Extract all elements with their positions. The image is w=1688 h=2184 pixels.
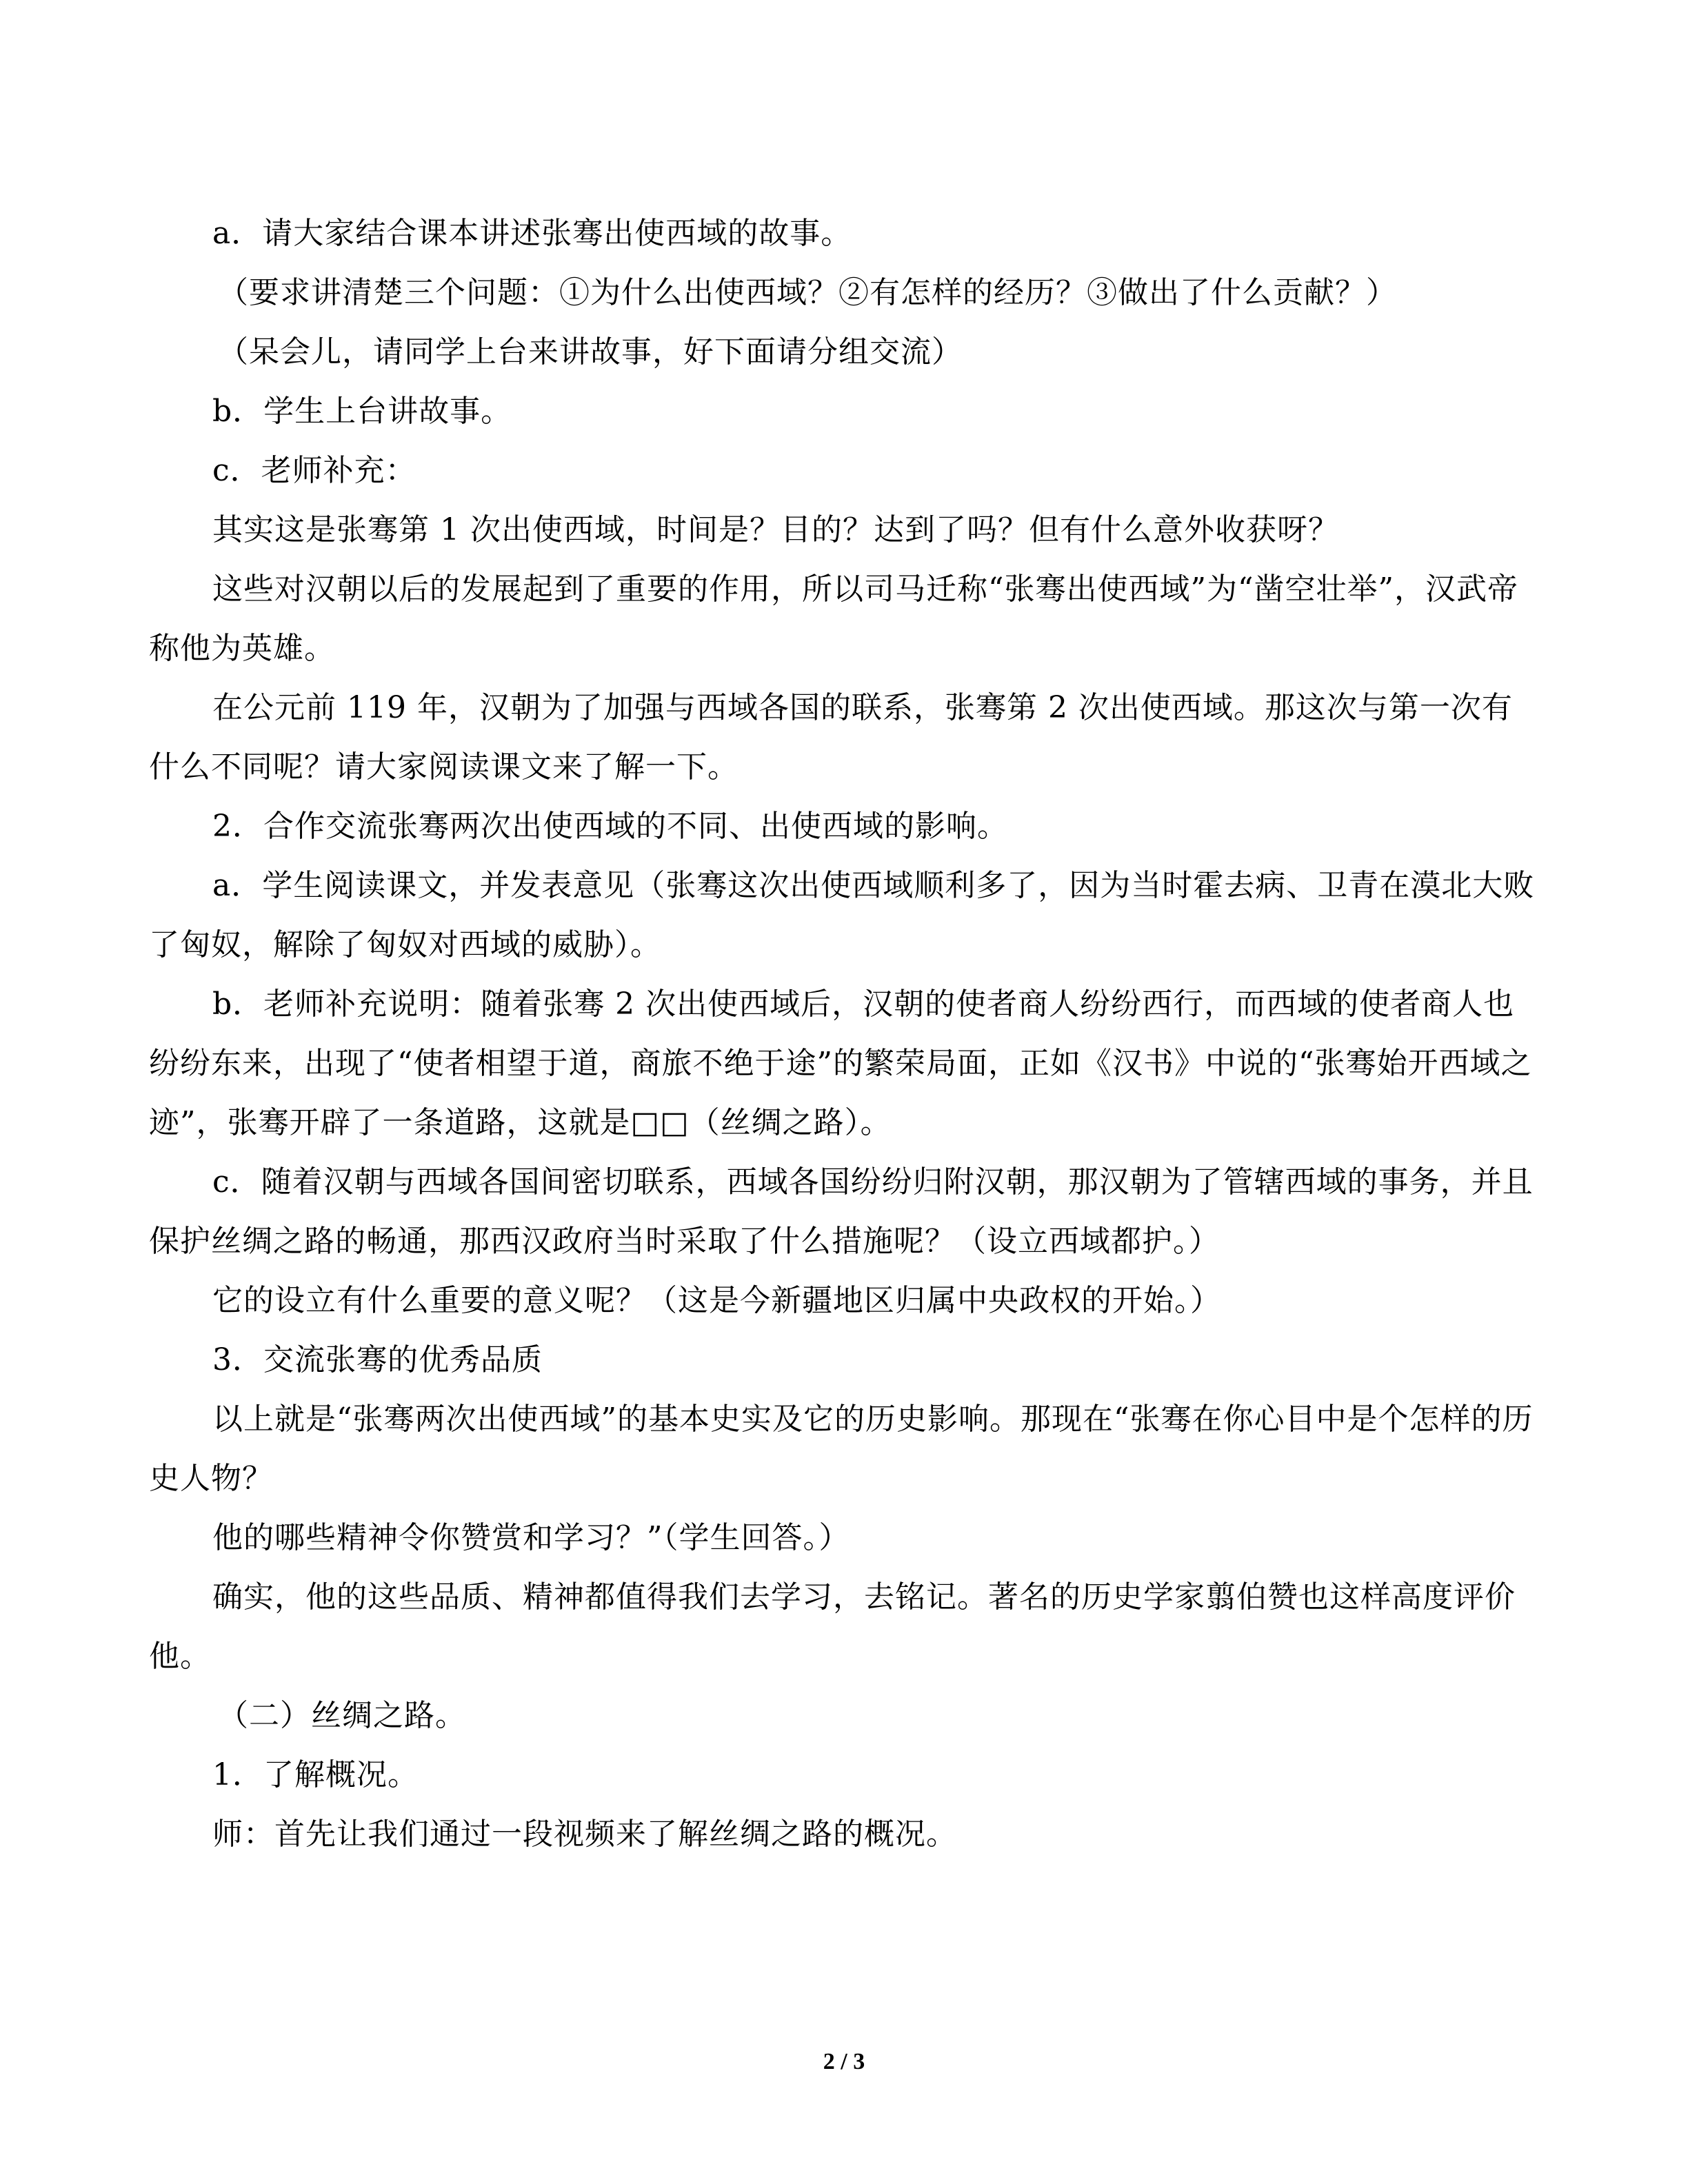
paragraph-summary: 以上就是“张骞两次出使西域”的基本史实及它的历史影响。那现在“张骞在你心目中是个怎样的历史人物？ (149, 1402, 1534, 1496)
paragraph-protectorate: c．随着汉朝与西域各国间密切联系，西域各国纷纷归附汉朝，那汉朝为了管辖西域的事务，并且保护丝绸之路的畅通，那西汉政府当时采取了什么措施呢？（设立西域都护。） (149, 1164, 1534, 1259)
paragraph-meaning: 它的设立有什么重要的意义呢？（这是今新疆地区归属中央政权的开始。） (212, 1283, 1221, 1318)
document-body (149, 204, 1539, 1864)
paragraph-overview-heading: 1．了解概况。 (212, 1757, 419, 1792)
paragraph-second-mission: 在公元前 119 年，汉朝为了加强与西域各国的联系，张骞第 2 次出使西域。那这次与第一次有什么不同呢？请大家阅读课文来了解一下。 (149, 690, 1513, 785)
paragraph-section-3: 3．交流张骞的优秀品质 (212, 1342, 543, 1377)
paragraph-requirements: （要求讲清楚三个问题：①为什么出使西域？②有怎样的经历？③做出了什么贡献？） (218, 275, 1397, 310)
paragraph-section-2: 2．合作交流张骞两次出使西域的不同、出使西域的影响。 (212, 809, 1008, 844)
paragraph-task-c: c．老师补充： (212, 453, 416, 488)
paragraph-spirit-question: 他的哪些精神令你赞赏和学习？”（学生回答。） (212, 1520, 850, 1555)
paragraph-silk-road-heading: （二）丝绸之路。 (218, 1698, 466, 1733)
paragraph-student-reading: a．学生阅读课文，并发表意见（张骞这次出使西域顺利多了，因为当时霍去病、卫青在漠北大败了匈奴，解除了匈奴对西域的威胁）。 (149, 868, 1535, 962)
paragraph-significance: 这些对汉朝以后的发展起到了重要的作用，所以司马迁称“张骞出使西域”为“凿空壮举”，汉武帝称他为英雄。 (149, 572, 1518, 666)
paragraph-task-b: b．学生上台讲故事。 (212, 394, 512, 429)
paragraph-first-mission: 其实这是张骞第 1 次出使西域，时间是？目的？达到了吗？但有什么意外收获呀？ (212, 512, 1339, 547)
paragraph-evaluation: 确实，他的这些品质、精神都值得我们去学习，去铭记。著名的历史学家翦伯赞也这样高度评价他。 (149, 1579, 1516, 1674)
page-number: 2 / 3 (823, 2049, 865, 2074)
paragraph-video-intro: 师：首先让我们通过一段视频来了解丝绸之路的概况。 (212, 1817, 957, 1852)
paragraph-group-note: （呆会儿，请同学上台来讲故事，好下面请分组交流） (218, 334, 963, 370)
paragraph-teacher-explanation: b．老师补充说明：随着张骞 2 次出使西域后，汉朝的使者商人纷纷西行，而西域的使者商人也纷纷东来，出现了“使者相望于道，商旅不绝于途”的繁荣局面，正如《汉书》中说的“张骞始开西域之迹”，张骞开辟了一条道路，这就是□□（丝绸之路）。 (149, 987, 1532, 1140)
paragraph-task-a: a．请大家结合课本讲述张骞出使西域的故事。 (212, 216, 852, 251)
